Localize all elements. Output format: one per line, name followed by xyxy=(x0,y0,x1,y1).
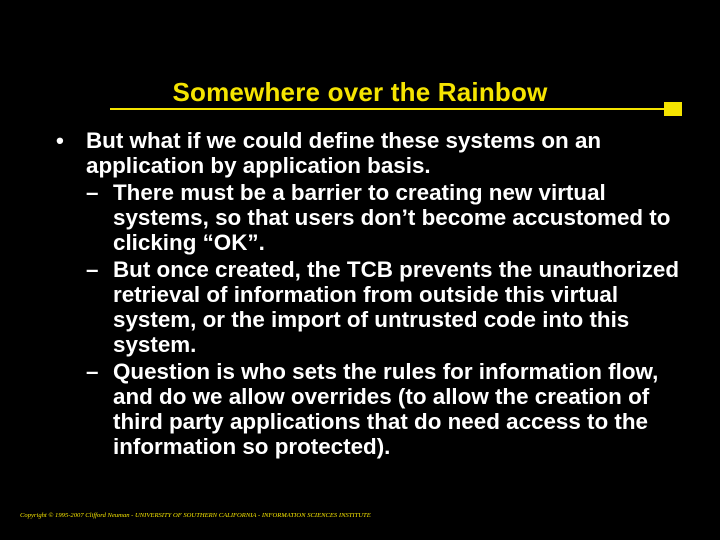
title-underline-end-block xyxy=(664,102,682,116)
sub-bullet-marker: – xyxy=(86,180,99,205)
sub-bullet-text: But once created, the TCB prevents the unauthorized retrieval of information from outside this virtual system, or the import of untrusted code into this system. xyxy=(113,257,680,357)
slide-title: Somewhere over the Rainbow xyxy=(172,77,548,107)
sub-bullet-marker: – xyxy=(86,359,99,384)
sub-bullet-item xyxy=(0,359,720,459)
bullet-text: But what if we could define these systems on an application by application basis. xyxy=(86,128,602,178)
bullet-marker: • xyxy=(56,128,64,153)
sub-bullet-item xyxy=(0,180,720,255)
copyright-footer: Copyright © 1995-2007 Clifford Neuman - UNIVERSITY OF SOUTHERN CALIFORNIA - INFORMATION SCIENCES INSTITUTE xyxy=(20,512,371,519)
bullet-item xyxy=(0,128,720,178)
sub-bullet-text: There must be a barrier to creating new virtual systems, so that users don’t become accustomed to clicking “OK”. xyxy=(113,180,671,255)
title-underline xyxy=(110,108,670,110)
sub-bullet-text: Question is who sets the rules for information flow, and do we allow overrides (to allow the creation of third party applications that do need access to the information so protected). xyxy=(113,359,659,459)
sub-bullet-item xyxy=(0,257,720,357)
slide-body xyxy=(0,128,720,459)
sub-bullet-marker: – xyxy=(86,257,99,282)
